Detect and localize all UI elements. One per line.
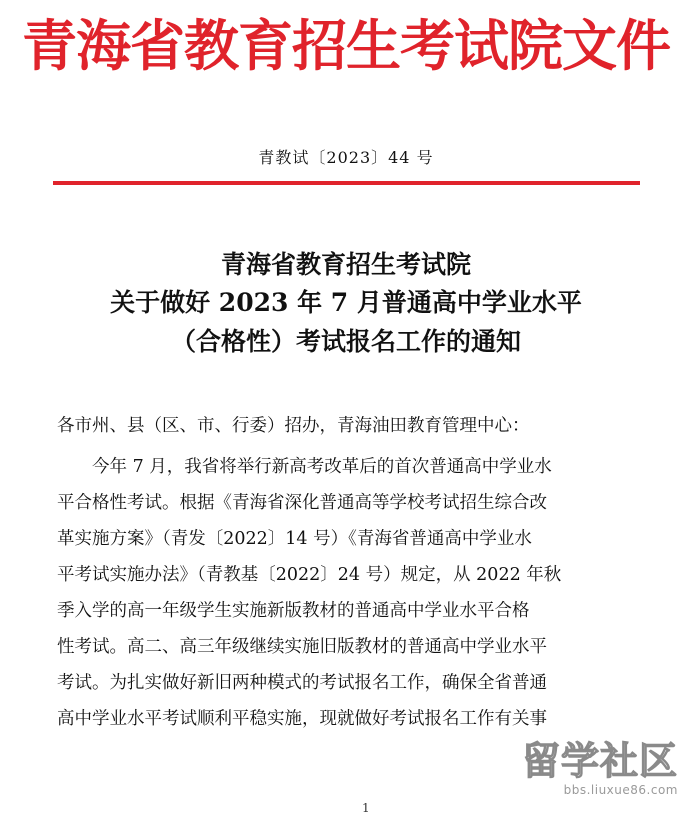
- body-line: 考试。为扎实做好新旧两种模式的考试报名工作，确保全省普通: [57, 673, 547, 693]
- title-line-2: 关于做好 2023 年 7 月普通高中学业水平: [110, 288, 582, 317]
- body-line: 性考试。高二、高三年级继续实施旧版教材的普通高中学业水平: [57, 637, 547, 657]
- page-number: 1: [362, 801, 370, 815]
- watermark-url: bbs.liuxue86.com: [563, 783, 678, 797]
- site-watermark: [522, 739, 678, 807]
- title-line-1: 青海省教育招生考试院: [220, 250, 471, 279]
- body-line: 高中学业水平考试顺利平稳实施，现就做好考试报名工作有关事: [57, 709, 547, 729]
- addressee: 各市州、县（区、市、行委）招办，青海油田教育管理中心：: [57, 416, 530, 436]
- body-line: 今年 7 月，我省将举行新高考改革后的首次普通高中学业水: [92, 457, 552, 477]
- watermark-name: 留学社区: [522, 739, 679, 783]
- document-masthead: 青海省教育招生考试院文件: [21, 14, 670, 78]
- body-line: 平合格性考试。根据《青海省深化普通高等学校考试招生综合改: [57, 493, 547, 513]
- document-number: 青教试〔2023〕44 号: [258, 148, 434, 167]
- body-line: 季入学的高一年级学生实施新版教材的普通高中学业水平合格: [57, 601, 530, 621]
- body-line: 平考试实施办法》（青教基〔2022〕24 号）规定，从 2022 年秋: [57, 565, 562, 585]
- red-divider: [53, 181, 640, 185]
- bleed-through-line: [40, 100, 660, 119]
- body-line: 革实施方案》（青发〔2022〕14 号）《青海省普通高中学业水: [57, 529, 532, 549]
- title-line-3: （合格性）考试报名工作的通知: [170, 327, 521, 356]
